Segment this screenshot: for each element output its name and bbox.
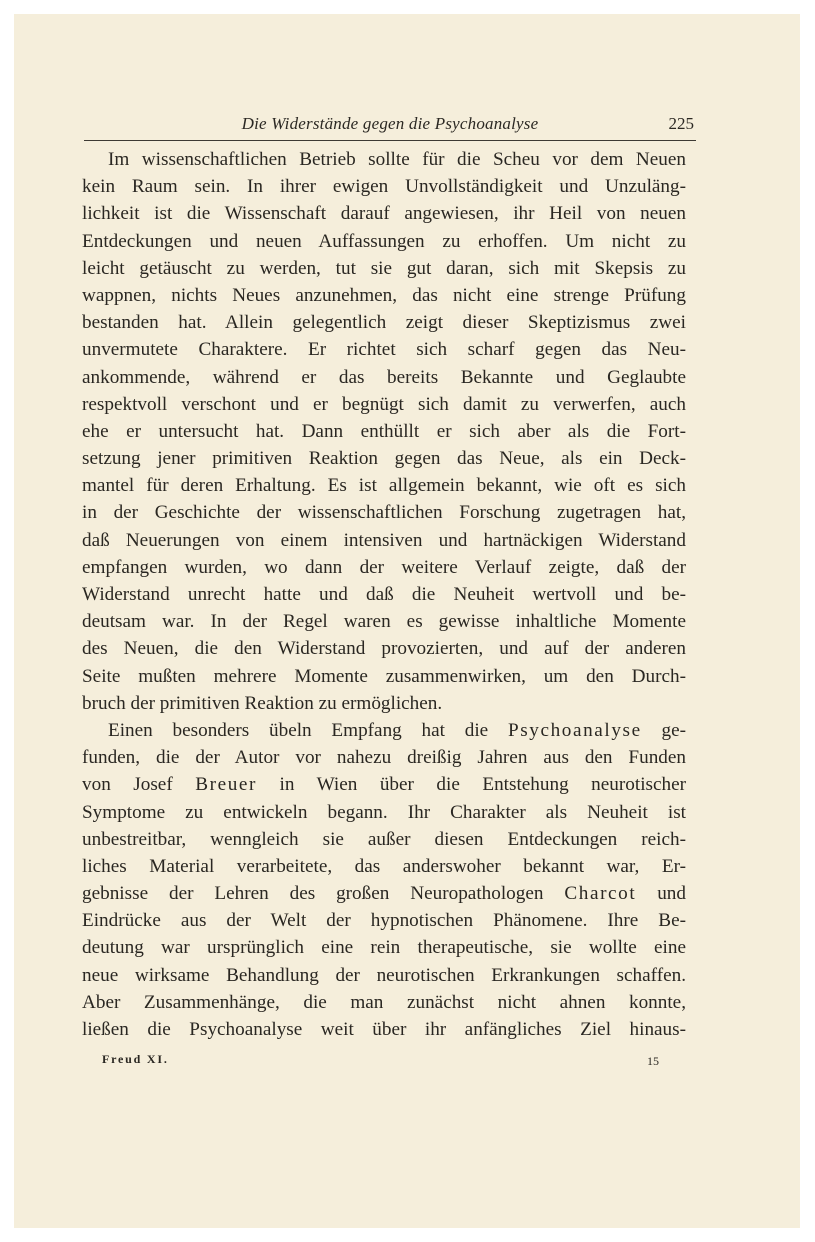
text-line: deutsam war. In der Regel waren es gewisse inhaltliche Momente xyxy=(82,611,686,633)
text-run: in Wien über die Entstehung neurotischer xyxy=(257,774,687,796)
text-line: respektvoll verschont und er begnügt sich damit zu verwerfen, auch xyxy=(82,393,686,415)
paragraph-1 xyxy=(82,146,686,717)
text-line: ließen die Psychoanalyse weit über ihr anfängliches Ziel hinaus- xyxy=(82,1019,686,1040)
text-line: in der Geschichte der wissenschaftlichen Forschung zugetragen hat, xyxy=(82,502,686,524)
text-line: Entdeckungen und neuen Auffassungen zu erhoffen. Um nicht zu xyxy=(82,230,686,252)
spaced-name-charcot: Charcot xyxy=(564,883,637,905)
text-line xyxy=(82,717,686,744)
text-line: liches Material verarbeitete, das anderswoher bekannt war, Er- xyxy=(82,855,686,877)
paragraph-2 xyxy=(82,717,686,1043)
text-line: Widerstand unrecht hatte und daß die Neuheit wertvoll und be- xyxy=(82,584,686,605)
text-line: bruch der primitiven Reaktion zu ermöglichen. xyxy=(82,692,443,714)
text-line: unvermutete Charaktere. Er richtet sich scharf gegen das Neu- xyxy=(82,339,686,361)
running-header xyxy=(84,106,696,141)
text-line: neue wirksame Behandlung der neurotischen Erkrankungen schaffen. xyxy=(82,964,686,986)
body-text xyxy=(82,146,686,1043)
running-title: Die Widerstände gegen die Psychoanalyse xyxy=(241,114,539,133)
text-line: wappnen, nichts Neues anzunehmen, das nicht eine strenge Prüfung xyxy=(82,284,686,306)
text-line: empfangen wurden, wo dann der weitere Verlauf zeigte, daß der xyxy=(82,556,686,578)
text-line: ankommende, während er das bereits Bekannte und Geglaubte xyxy=(82,366,686,388)
text-line: Seite mußten mehrere Momente zusammenwirken, um den Durch- xyxy=(82,665,686,687)
book-page xyxy=(14,14,800,1228)
text-line: des Neuen, die den Widerstand provozierten, und auf der anderen xyxy=(82,638,686,660)
text-line: daß Neuerungen von einem intensiven und hartnäckigen Widerstand xyxy=(82,529,686,551)
text-line: bestanden hat. Allein gelegentlich zeigt dieser Skeptizismus zwei xyxy=(82,312,686,334)
text-line: funden, die der Autor vor nahezu dreißig Jahren aus den Funden xyxy=(82,747,686,769)
printer-signature: Freud XI. xyxy=(102,1052,169,1066)
page-number: 225 xyxy=(668,114,694,133)
text-line: leicht getäuscht zu werden, tut sie gut daran, sich mit Skepsis zu xyxy=(82,257,686,279)
text-run: und xyxy=(636,883,686,905)
text-line: setzung jener primitiven Reaktion gegen das Neue, als ein Deck- xyxy=(82,448,686,470)
spaced-name-psychoanalyse: Psychoanalyse xyxy=(507,719,642,741)
text-line: Eindrücke aus der Welt der hypnotischen Phänomene. Ihre Be- xyxy=(82,910,686,932)
text-line: Symptome zu entwickeln begann. Ihr Charakter als Neuheit ist xyxy=(82,801,686,823)
text-line: lichkeit ist die Wissenschaft darauf angewiesen, ihr Heil von neuen xyxy=(82,203,686,225)
text-line xyxy=(82,880,686,907)
spaced-name-breuer: Breuer xyxy=(195,774,258,796)
text-run: von Josef xyxy=(82,774,196,796)
text-line: kein Raum sein. In ihrer ewigen Unvollständigkeit und Unzuläng- xyxy=(82,176,686,198)
text-line xyxy=(82,771,686,798)
text-line: mantel für deren Erhaltung. Es ist allgemein bekannt, wie oft es sich xyxy=(82,475,686,497)
text-line: Im wissenschaftlichen Betrieb sollte für die Scheu vor dem Neuen xyxy=(108,149,686,170)
sheet-number: 15 xyxy=(647,1054,659,1068)
text-line: unbestreitbar, wenngleich sie außer diesen Entdeckungen reich- xyxy=(82,828,686,850)
text-line: ehe er untersucht hat. Dann enthüllt er sich aber als die Fort- xyxy=(82,420,686,442)
text-line: deutung war ursprünglich eine rein therapeutische, sie wollte eine xyxy=(82,937,686,959)
text-run: gebnisse der Lehren des großen Neuropathologen xyxy=(82,883,565,905)
text-run: ge- xyxy=(641,719,686,741)
text-line: Aber Zusammenhänge, die man zunächst nicht ahnen konnte, xyxy=(82,991,686,1013)
text-run: Einen besonders übeln Empfang hat die xyxy=(108,719,508,741)
